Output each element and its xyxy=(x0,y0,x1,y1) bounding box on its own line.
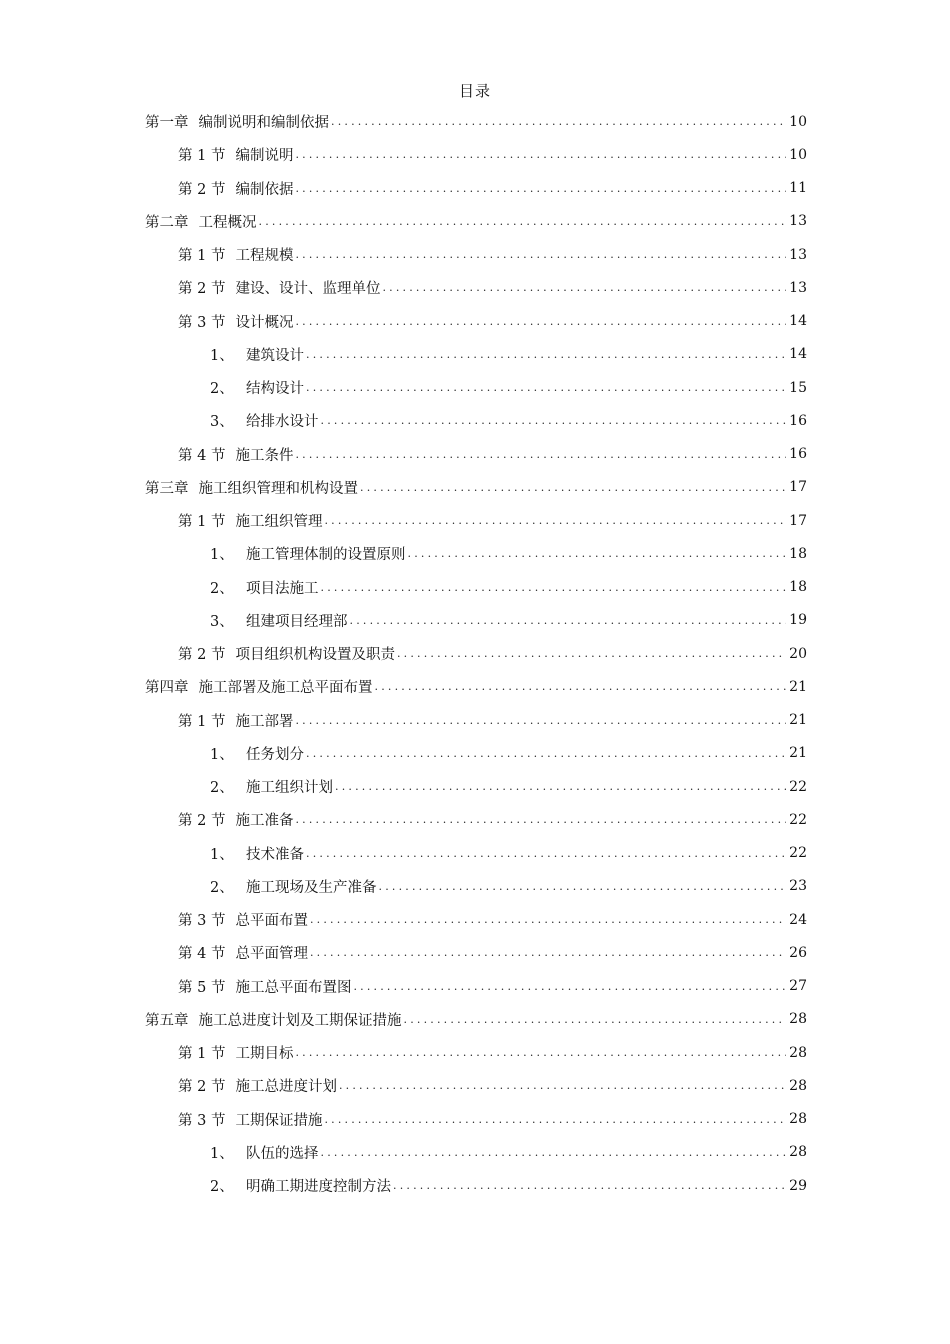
toc-section-entry[interactable] xyxy=(145,970,807,1003)
dot-leader xyxy=(375,680,787,693)
dot-leader xyxy=(339,1079,786,1092)
toc-page-number: 15 xyxy=(789,379,807,396)
toc-page-number: 17 xyxy=(789,479,807,496)
toc-entry-number: 第 2 节 xyxy=(178,1079,226,1096)
toc-entry-number: 2、 xyxy=(210,381,234,398)
toc-section-entry[interactable] xyxy=(145,803,807,836)
toc-entry-label: 结构设计 xyxy=(246,381,304,398)
toc-entry-label: 施工部署 xyxy=(235,713,294,730)
toc-entry-number: 第 3 节 xyxy=(178,314,226,331)
toc-entry-label: 队伍的选择 xyxy=(246,1145,319,1162)
toc-section-entry[interactable] xyxy=(145,1036,807,1069)
toc-section-entry[interactable] xyxy=(145,903,807,936)
dot-leader xyxy=(295,813,786,826)
toc-entry-number: 第 1 节 xyxy=(178,248,226,265)
dot-leader xyxy=(382,281,786,294)
toc-entry-number: 2、 xyxy=(210,580,234,597)
toc-entry-label: 施工总进度计划及工期保证措施 xyxy=(198,1012,402,1029)
toc-entry-number: 第 5 节 xyxy=(178,979,226,996)
toc-entry-label: 建设、设计、监理单位 xyxy=(235,281,381,298)
toc-entry-number: 2、 xyxy=(210,879,234,896)
toc-entry-number: 1、 xyxy=(210,547,234,564)
toc-page-number: 13 xyxy=(789,213,807,230)
toc-subsection-entry[interactable] xyxy=(145,870,807,903)
toc-entry-label: 施工总进度计划 xyxy=(235,1079,337,1096)
toc-entry-label: 施工现场及生产准备 xyxy=(246,879,377,896)
toc-page-number: 19 xyxy=(789,612,807,629)
table-of-contents xyxy=(145,105,807,1202)
dot-leader xyxy=(295,1046,786,1059)
toc-entry-label: 项目组织机构设置及职责 xyxy=(235,647,395,664)
toc-page-number: 20 xyxy=(789,645,807,662)
toc-page-number: 22 xyxy=(789,845,807,862)
dot-leader xyxy=(310,913,786,926)
dot-leader xyxy=(324,514,786,527)
toc-entry-label: 工期目标 xyxy=(235,1046,294,1063)
toc-page-number: 14 xyxy=(789,313,807,330)
toc-entry-label: 施工部署及施工总平面布置 xyxy=(198,680,373,697)
toc-page-number: 22 xyxy=(789,811,807,828)
dot-leader xyxy=(259,215,787,228)
toc-subsection-entry[interactable] xyxy=(145,404,807,437)
dot-leader xyxy=(321,414,787,427)
toc-entry-number: 第 3 节 xyxy=(178,1112,226,1129)
toc-entry-label: 工程概况 xyxy=(198,214,257,231)
dot-leader xyxy=(353,980,786,993)
toc-page-number: 28 xyxy=(789,1077,807,1094)
toc-entry-number: 第 4 节 xyxy=(178,946,226,963)
toc-entry-label: 工程规模 xyxy=(235,248,294,265)
dot-leader xyxy=(295,148,786,161)
dot-leader xyxy=(350,614,787,627)
toc-entry-number: 1、 xyxy=(210,347,234,364)
toc-section-entry[interactable] xyxy=(145,936,807,969)
dot-leader xyxy=(321,581,787,594)
toc-entry-label: 编制说明 xyxy=(235,148,294,165)
toc-page-number: 16 xyxy=(789,446,807,463)
toc-entry-label: 给排水设计 xyxy=(246,414,319,431)
toc-section-entry[interactable] xyxy=(145,172,807,205)
dot-leader xyxy=(306,747,786,760)
toc-entry-label: 施工组织计划 xyxy=(246,780,333,797)
toc-subsection-entry[interactable] xyxy=(145,1169,807,1202)
dot-leader xyxy=(306,381,786,394)
toc-page-number: 10 xyxy=(789,113,807,130)
toc-section-entry[interactable] xyxy=(145,238,807,271)
dot-leader xyxy=(310,946,786,959)
toc-entry-label: 编制依据 xyxy=(235,181,294,198)
toc-chapter-entry[interactable] xyxy=(145,1003,807,1036)
toc-subsection-entry[interactable] xyxy=(145,737,807,770)
toc-section-entry[interactable] xyxy=(145,504,807,537)
dot-leader xyxy=(306,348,786,361)
toc-page-number: 23 xyxy=(789,878,807,895)
toc-entry-label: 建筑设计 xyxy=(246,347,304,364)
toc-entry-number: 1、 xyxy=(210,746,234,763)
toc-chapter-entry[interactable] xyxy=(145,105,807,138)
toc-entry-number: 2、 xyxy=(210,780,234,797)
toc-page-number: 13 xyxy=(789,279,807,296)
toc-entry-number: 第 2 节 xyxy=(178,281,226,298)
dot-leader xyxy=(360,481,786,494)
toc-page-number: 28 xyxy=(789,1111,807,1128)
toc-entry-label: 任务划分 xyxy=(246,746,304,763)
toc-entry-label: 施工组织管理 xyxy=(235,514,323,531)
dot-leader xyxy=(295,315,786,328)
dot-leader xyxy=(331,115,786,128)
toc-page-number: 17 xyxy=(789,512,807,529)
dot-leader xyxy=(295,448,786,461)
toc-page-number: 21 xyxy=(789,712,807,729)
toc-section-entry[interactable] xyxy=(145,438,807,471)
toc-page-number: 29 xyxy=(789,1177,807,1194)
toc-subsection-entry[interactable] xyxy=(145,338,807,371)
toc-entry-number: 第 1 节 xyxy=(178,1046,226,1063)
dot-leader xyxy=(295,182,786,195)
toc-entry-label: 施工条件 xyxy=(235,447,294,464)
toc-entry-number: 第二章 xyxy=(145,214,189,231)
toc-page-number: 28 xyxy=(789,1011,807,1028)
toc-entry-label: 工期保证措施 xyxy=(235,1112,323,1129)
toc-subsection-entry[interactable] xyxy=(145,770,807,803)
toc-entry-number: 3、 xyxy=(210,613,234,630)
dot-leader xyxy=(324,1113,786,1126)
toc-page-number: 11 xyxy=(789,180,807,197)
toc-section-entry[interactable] xyxy=(145,1103,807,1136)
toc-entry-label: 施工组织管理和机构设置 xyxy=(198,480,358,497)
toc-entry-number: 第三章 xyxy=(145,480,189,497)
toc-entry-number: 3、 xyxy=(210,414,234,431)
toc-entry-label: 编制说明和编制依据 xyxy=(198,115,329,132)
dot-leader xyxy=(321,1146,787,1159)
toc-page-number: 13 xyxy=(789,246,807,263)
toc-entry-number: 1、 xyxy=(210,846,234,863)
toc-page-number: 16 xyxy=(789,412,807,429)
toc-page-number: 28 xyxy=(789,1044,807,1061)
toc-entry-number: 第 2 节 xyxy=(178,813,226,830)
toc-section-entry[interactable] xyxy=(145,138,807,171)
dot-leader xyxy=(397,647,786,660)
toc-section-entry[interactable] xyxy=(145,1069,807,1102)
toc-subsection-entry[interactable] xyxy=(145,537,807,570)
toc-entry-label: 组建项目经理部 xyxy=(246,613,348,630)
toc-section-entry[interactable] xyxy=(145,704,807,737)
toc-page-number: 10 xyxy=(789,146,807,163)
dot-leader xyxy=(306,847,786,860)
toc-section-entry[interactable] xyxy=(145,305,807,338)
toc-entry-label: 设计概况 xyxy=(235,314,294,331)
toc-subsection-entry[interactable] xyxy=(145,837,807,870)
toc-entry-number: 第 1 节 xyxy=(178,148,226,165)
toc-entry-number: 第 4 节 xyxy=(178,447,226,464)
dot-leader xyxy=(408,547,787,560)
toc-entry-number: 1、 xyxy=(210,1145,234,1162)
dot-leader xyxy=(295,714,786,727)
toc-page-number: 14 xyxy=(789,346,807,363)
toc-subsection-entry[interactable] xyxy=(145,1136,807,1169)
toc-entry-label: 施工总平面布置图 xyxy=(235,979,352,996)
dot-leader xyxy=(295,248,786,261)
toc-entry-label: 施工准备 xyxy=(235,813,294,830)
toc-entry-label: 技术准备 xyxy=(246,846,304,863)
toc-subsection-entry[interactable] xyxy=(145,571,807,604)
dot-leader xyxy=(335,780,786,793)
toc-chapter-entry[interactable] xyxy=(145,471,807,504)
dot-leader xyxy=(404,1013,787,1026)
toc-page-number: 21 xyxy=(789,678,807,695)
toc-chapter-entry[interactable] xyxy=(145,205,807,238)
toc-subsection-entry[interactable] xyxy=(145,371,807,404)
dot-leader xyxy=(393,1179,786,1192)
toc-entry-number: 第五章 xyxy=(145,1012,189,1029)
toc-page-number: 28 xyxy=(789,1144,807,1161)
toc-entry-label: 总平面布置 xyxy=(235,913,308,930)
toc-entry-number: 第 2 节 xyxy=(178,647,226,664)
dot-leader xyxy=(379,880,787,893)
toc-page-number: 24 xyxy=(789,911,807,928)
toc-entry-number: 2、 xyxy=(210,1179,234,1196)
toc-chapter-entry[interactable] xyxy=(145,670,807,703)
toc-section-entry[interactable] xyxy=(145,271,807,304)
toc-entry-label: 项目法施工 xyxy=(246,580,319,597)
toc-page-number: 18 xyxy=(789,579,807,596)
page-title: 目录 xyxy=(458,82,491,100)
toc-entry-label: 施工管理体制的设置原则 xyxy=(246,547,406,564)
toc-entry-number: 第 2 节 xyxy=(178,181,226,198)
toc-entry-number: 第 1 节 xyxy=(178,514,226,531)
toc-page-number: 18 xyxy=(789,545,807,562)
toc-page-number: 27 xyxy=(789,978,807,995)
toc-page-number: 21 xyxy=(789,745,807,762)
toc-entry-number: 第一章 xyxy=(145,115,189,132)
toc-entry-number: 第四章 xyxy=(145,680,189,697)
toc-entry-label: 明确工期进度控制方法 xyxy=(246,1179,391,1196)
toc-section-entry[interactable] xyxy=(145,637,807,670)
toc-entry-number: 第 1 节 xyxy=(178,713,226,730)
toc-entry-label: 总平面管理 xyxy=(235,946,308,963)
toc-subsection-entry[interactable] xyxy=(145,604,807,637)
toc-page-number: 26 xyxy=(789,944,807,961)
toc-page-number: 22 xyxy=(789,778,807,795)
toc-entry-number: 第 3 节 xyxy=(178,913,226,930)
